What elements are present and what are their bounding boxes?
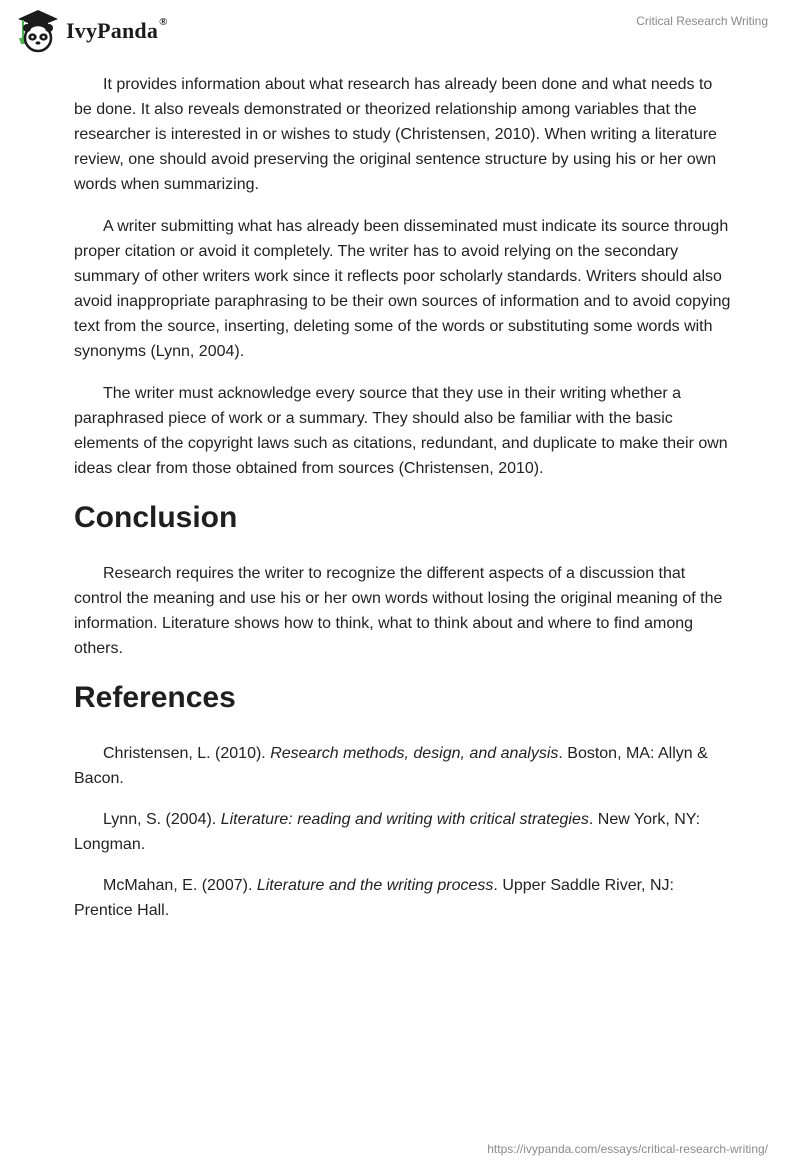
reference-item: Lynn, S. (2004). Literature: reading and writing with critical strategies. New York, NY: Longman. — [74, 811, 701, 853]
brand-name: IvyPanda® — [66, 16, 168, 43]
source-url[interactable]: https://ivypanda.com/essays/critical-research-writing/ — [487, 1142, 768, 1156]
ivypanda-logo[interactable] — [14, 8, 168, 54]
reference-item: Christensen, L. (2010). Research methods, design, and analysis. Boston, MA: Allyn & Bacon. — [74, 745, 708, 787]
reference-item: McMahan, E. (2007). Literature and the writing process. Upper Saddle River, NJ: Prentice Hall. — [74, 877, 674, 919]
page-header — [0, 0, 800, 60]
body-paragraph-1: It provides information about what research has already been done and what needs to be done. It also reveals demonstrated or theorized relationship among variables that the researcher is interested in or wishes to study (Christensen, 2010). When writing a literature review, one should avoid preserving the original sentence structure by using his or her own words when summarizing. — [74, 76, 717, 193]
conclusion-paragraph: Research requires the writer to recognize the different aspects of a discussion that control the meaning and use his or her own words without losing the original meaning of the information. Literature shows how to think, what to think about and where to find among others. — [74, 565, 723, 657]
conclusion-heading: Conclusion — [74, 501, 238, 534]
references-heading: References — [74, 681, 236, 714]
body-paragraph-2: A writer submitting what has already been disseminated must indicate its source through proper citation or avoid it completely. The writer has to avoid relying on the secondary summary of other writers work since it reflects poor scholarly standards. Writers should also avoid inappropriate paraphrasing to be their own sources of information and to avoid copying text from the source, inserting, deleting some of the words or substituting some words with synonyms (Lynn, 2004). — [74, 218, 731, 360]
essay-content — [74, 72, 734, 939]
body-paragraph-3: The writer must acknowledge every source that they use in their writing whether a paraphrased piece of work or a summary. They should also be familiar with the basic elements of the copyright laws such as citations, redundant, and duplicate to make their own ideas clear from those obtained from sources (Christensen, 2010). — [74, 385, 728, 477]
running-title: Critical Research Writing — [636, 14, 768, 28]
panda-graduate-icon — [14, 8, 62, 54]
